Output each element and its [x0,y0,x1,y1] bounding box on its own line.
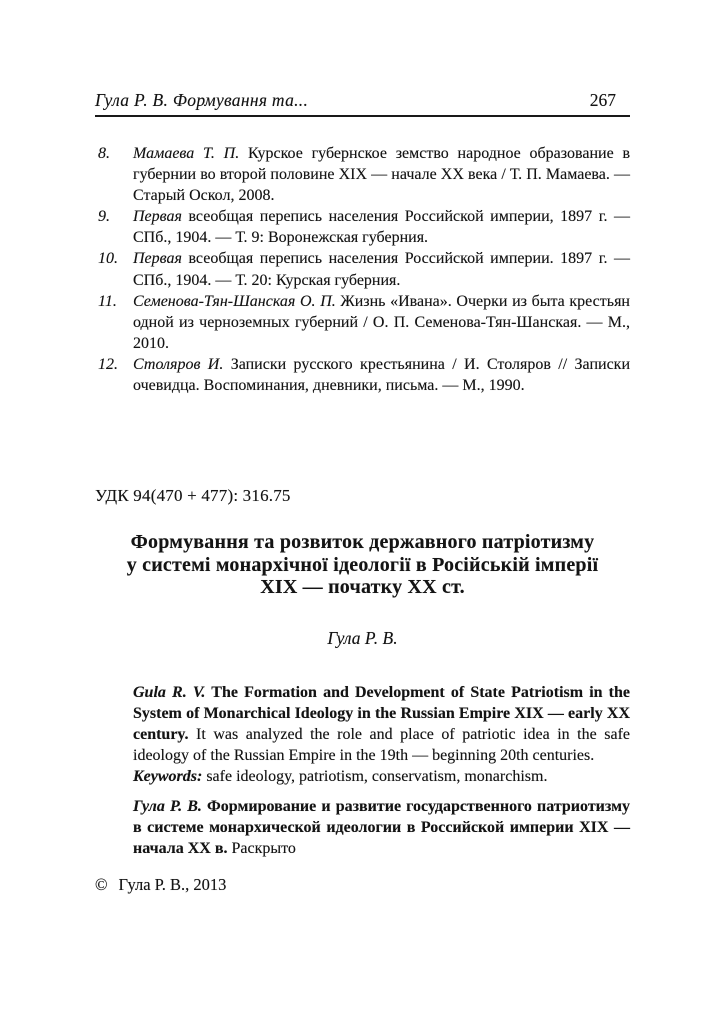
page-number: 267 [589,90,616,110]
reference-item-12 [95,354,630,396]
article-title-line-1: Формування та розвиток державного патріотизму [130,531,595,554]
reference-author: Первая [133,250,182,268]
reference-item-10 [95,248,630,290]
reference-author: Семенова-Тян-Шанская О. П. [133,292,336,310]
reference-text: всеобщая перепись населения Российской империи. 1897 г. — СПб., 1904. — Т. 20: Курская губерния. [133,250,630,289]
reference-text: Жизнь «Ивана». Очерки из быта крестьян одной из черноземных губерний / О. П. Семенова-Тян-Шанская. — М., 2010. [133,292,630,352]
keywords-line [133,766,630,787]
reference-text: Записки русского крестьянина / И. Столяров // Записки очевидца. Воспоминания, дневники, письма. — М., 1990. [133,355,631,395]
keywords-text: safe ideology, patriotism, conservatism, monarchism. [202,768,548,786]
reference-number: 8. [98,145,110,162]
abstract-english [133,682,630,788]
article-title [95,531,630,599]
copyright-note [95,875,630,895]
article-title-line-2: у системі монархічної ідеології в Російській імперії [126,553,599,576]
abstract-english-author: Gula R. V. [133,683,206,701]
reference-number: 10. [98,250,118,268]
reference-item-11 [95,291,630,354]
reference-item-8 [95,143,630,206]
abstract-english-title: The Formation and Development of State Patriotism in the System of Monarchical Ideology in the Russian Empire XIX — early XX century. [133,683,630,744]
keywords-label: Keywords: [133,768,203,786]
abstract-english-text: It was analyzed the role and place of patriotic idea in the safe ideology of the Russian Empire in the 19th — beginning 20th centuries. [133,726,630,765]
abstract-russian-text: Раскрыто [227,840,296,858]
reference-number: 9. [98,208,110,226]
reference-list [95,143,630,396]
reference-text: всеобщая перепись населения Российской империи, 1897 г. — СПб., 1904. — Т. 9: Воронежская губерния. [133,208,630,247]
abstract-russian-paragraph [133,796,630,860]
reference-number: 11. [98,292,117,310]
reference-author: Первая [133,208,182,226]
copyright-symbol: © [95,875,108,895]
reference-text: Курское губернское земство народное образование в губернии во второй половине XIX — начале XX века / Т. П. Мамаева. — Старый Оскол, 2008. [133,145,630,205]
reference-author: Столяров И. [133,355,224,373]
article-title-line-3: XIX — початку XX ст. [260,576,465,599]
running-title: Гула Р. В. Формування та... [95,90,309,110]
udc-code: УДК 94(470 + 477): 316.75 [95,486,291,506]
copyright-text: Гула Р. В., 2013 [118,875,227,895]
abstract-russian [133,796,630,860]
reference-number: 12. [98,355,118,373]
abstract-russian-author: Гула Р. В. [133,797,202,815]
reference-item-9 [95,206,630,248]
page-header [95,90,630,117]
abstract-english-paragraph [133,682,630,767]
reference-author: Мамаева Т. П. [133,145,240,162]
article-author: Гула Р. В. [327,627,398,648]
abstract-russian-title: Формирование и развитие государственного патриотизму в системе монархической идеологии в Российской империи XIX — начала XX в. [133,797,630,858]
